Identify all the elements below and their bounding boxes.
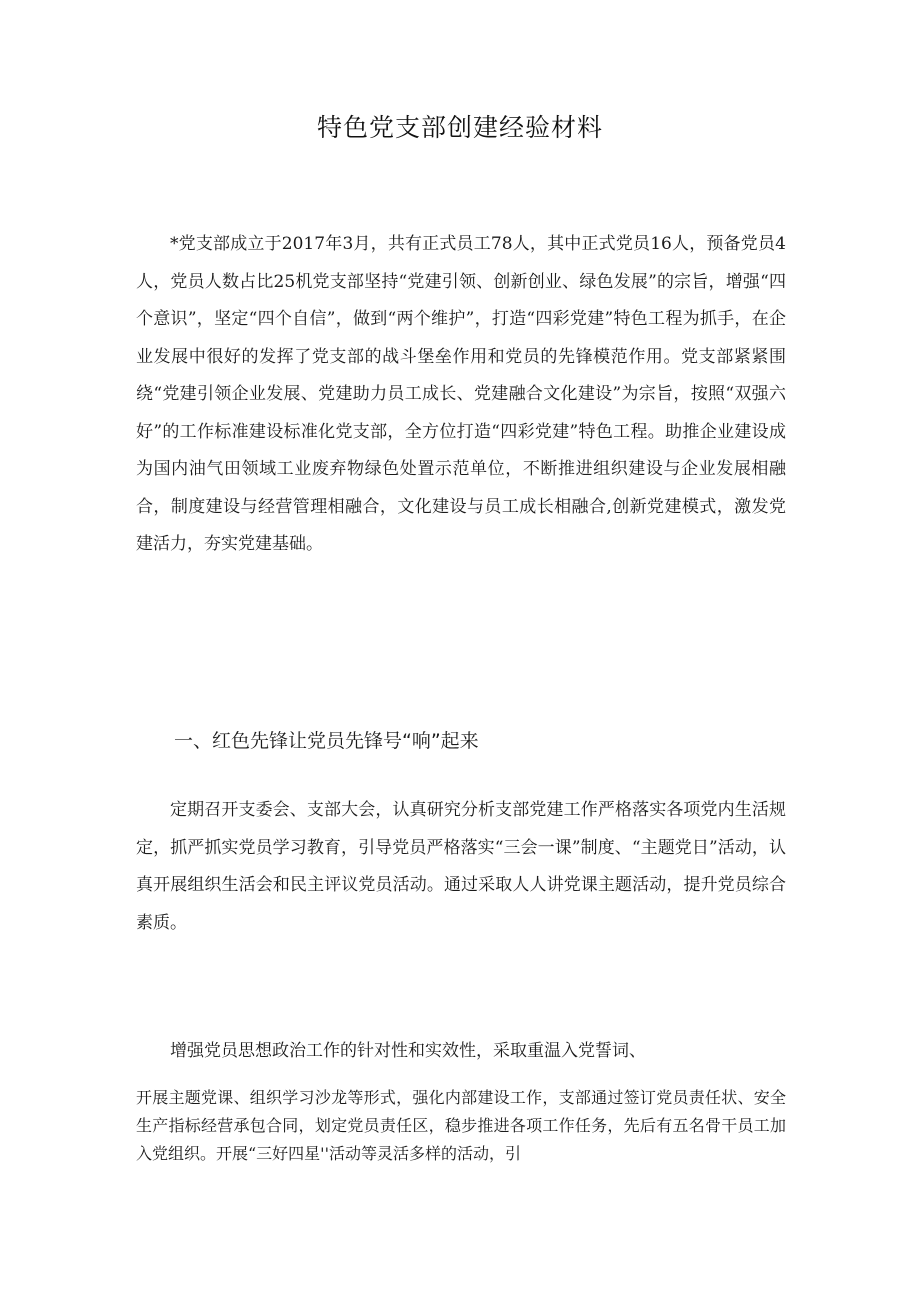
body-paragraph: 定期召开支委会、支部大会，认真研究分析支部党建工作严格落实各项党内生活规定，抓严抓实党员学习教育，引导党员严格落实“三会一课”制度、“主题党日”活动，认真开展组织生活会和民主评议党员活动。通过采取人人讲党课主题活动，提升党员综合素质。: [136, 800, 786, 933]
intro-paragraph: *党支部成立于2017年3月，共有正式员工78人，其中正式党员16人，预备党员4人，党员人数占比25机党支部坚持“党建引领、创新创业、绿色发展”的宗旨，增强“四个意识”，坚定“四个自信”，做到“两个维护”，打造“四彩党建”特色工程为抓手，在企业发展中很好的发挥了党支部的战斗堡垒作用和党员的先锋模范作用。党支部紧紧围绕“党建引领企业发展、党建助力员工成长、党建融合文化建设”为宗旨，按照“双强六好”的工作标准建设标准化党支部，全方位打造“四彩党建”特色工程。助推企业建设成为国内油气田领域工业废弃物绿色处置示范单位，不断推进组织建设与企业发展相融合，制度建设与经营管理相融合，文化建设与员工成长相融合,创新党建模式，激发党建活力，夯实党建基础。: [136, 234, 786, 554]
body-paragraph: 增强党员思想政治工作的针对性和实效性，采取重温入党誓词、: [170, 1041, 646, 1061]
document-title: 特色党支部创建经验材料: [316, 113, 603, 142]
body-paragraph-continued: 开展主题党课、组织学习沙龙等形式，强化内部建设工作，支部通过签订党员责任状、安全生产指标经营承包合同，划定党员责任区，稳步推进各项工作任务，先后有五名骨干员工加入党组织。开展“三好四星''活动等灵活多样的活动，引: [136, 1088, 786, 1163]
section-heading: 一、红色先锋让党员先锋号“响”起来: [174, 730, 479, 752]
